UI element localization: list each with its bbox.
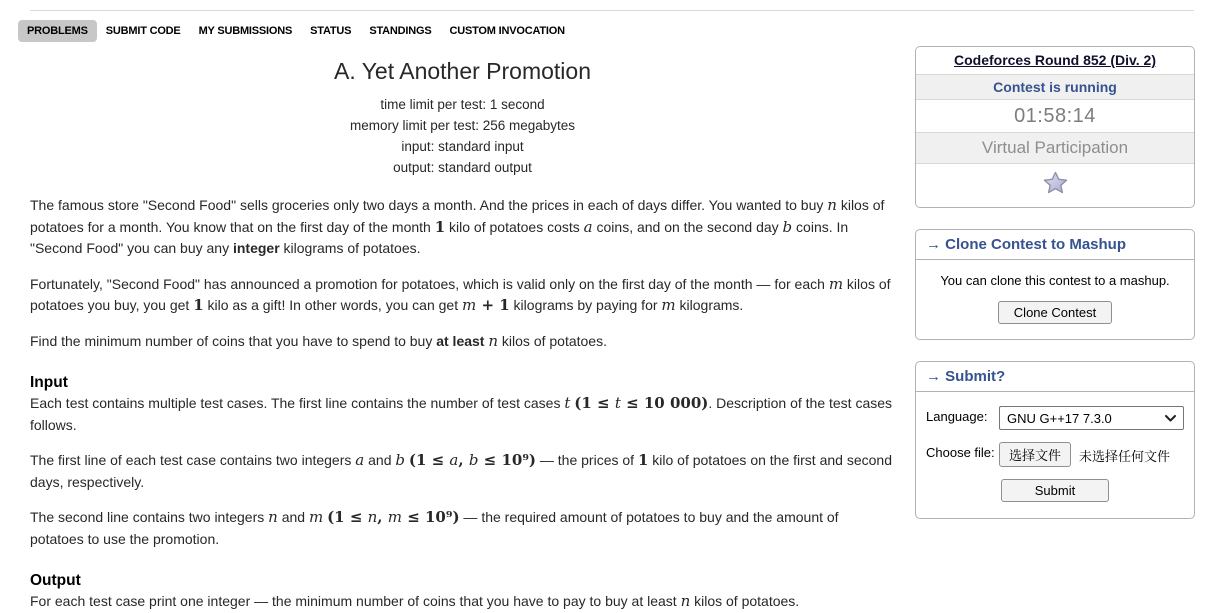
clone-contest-button[interactable]: Clone Contest [998,301,1112,324]
choose-file-button[interactable]: 选择文件 [999,442,1071,467]
text-segment: kilograms. [675,297,744,313]
math-segment: m [828,274,844,293]
file-status-text: 未选择任何文件 [1079,449,1171,464]
math-segment: ≤ 10⁹) [401,508,460,526]
math-segment: m [661,296,676,314]
statement-paragraph [30,274,895,317]
math-segment: b [395,451,405,469]
top-divider [30,10,1194,11]
text-segment: coins. In "Second Food" you can buy any [30,218,849,256]
math-segment: t [614,394,621,412]
contest-title-link[interactable]: Codeforces Round 852 (Div. 2) [953,52,1156,68]
bold-text-segment: at least [436,332,485,349]
bold-text-segment: integer [232,240,280,256]
math-segment: , [377,508,388,526]
text-segment: kilos of potatoes for a month. You know that on the first day of the month [30,197,885,235]
math-segment: a [583,217,593,236]
math-segment: n [268,508,278,526]
input-section-header: Input [30,374,68,391]
math-segment: ≤ 10⁹) [478,451,536,469]
text-segment: — the required amount of potatoes to buy and the amount of potatoes to use the promotion. [30,509,839,547]
math-segment: n [367,508,378,526]
clone-description: You can clone this contest to a mashup. [940,273,1170,288]
chevron-down-icon [1165,415,1176,422]
contest-status: Contest is running [916,75,1194,100]
math-segment: n [488,331,499,350]
problem-statement [30,58,895,613]
math-segment: (1 ≤ [574,394,615,412]
math-segment: , [458,451,469,469]
math-segment: n [680,592,691,610]
text-segment: kilo of potatoes on the first and second days, respectively. [30,452,892,490]
text-segment: kilos of potatoes. [498,332,607,349]
second-level-menu [18,20,574,42]
text-segment: The second line contains two integers [30,509,269,525]
text-segment: For each test case print one integer — the minimum number of coins that you have to pay to buy at least [30,593,681,609]
math-segment: b [468,451,479,469]
sidebar [915,46,1195,540]
text-segment: . Description of the test cases follows. [30,395,893,433]
tab-submit-code[interactable]: SUBMIT CODE [105,25,181,37]
participation-mode-label: Virtual Participation [916,133,1194,164]
text-segment: — the prices of [536,452,638,468]
input-spec: input: standard input [401,139,524,154]
tab-my-submissions[interactable]: MY SUBMISSIONS [198,25,293,37]
clone-contest-box [915,229,1195,340]
text-segment: The famous store "Second Food" sells groceries only two days a month. And the prices in each of days differ. You wanted to buy [30,197,828,213]
input-paragraph [30,393,895,436]
math-segment: 1 [434,217,446,236]
problem-title: A. Yet Another Promotion [333,58,591,84]
text-segment: Find the minimum number of coins that you have to spend to buy [30,332,437,349]
math-segment: a [355,451,365,469]
statement-paragraph [30,331,895,353]
time-limit: time limit per test: 1 second [380,97,545,112]
tab-status[interactable]: STATUS [310,25,352,37]
text-segment: kilos of potatoes you buy, you get [30,275,891,313]
math-segment: ≤ 10 000) [620,394,709,412]
math-segment: t [564,394,571,412]
choose-file-label: Choose file: [926,445,995,460]
text-segment: kilograms by paying for [509,297,662,313]
language-select[interactable] [999,406,1184,430]
star-icon [1043,171,1068,194]
math-segment: (1 ≤ [408,451,450,469]
submit-header-link[interactable]: → Submit? [926,368,1006,385]
text-segment: kilograms of potatoes. [279,240,421,256]
tab-problems[interactable]: PROBLEMS [18,20,97,42]
statement-body [30,195,895,613]
contest-info-box [915,46,1195,208]
output-section-header: Output [30,572,81,589]
language-label: Language: [926,409,988,424]
clone-mashup-link[interactable]: → Clone Contest to Mashup [926,236,1126,253]
text-segment: kilos of potatoes. [690,593,800,609]
tab-standings[interactable]: STANDINGS [369,25,432,37]
memory-limit: memory limit per test: 256 megabytes [349,118,576,133]
contest-timer: 01:58:14 [916,100,1194,133]
math-segment: b [782,217,793,236]
math-segment: m [461,296,477,314]
math-segment: + 1 [476,296,510,314]
statement-paragraph [30,195,895,260]
math-segment: 1 [637,451,649,469]
text-segment: Each test contains multiple test cases. The first line contains the number of test cases [30,395,565,411]
text-segment: kilo as a gift! In other words, you can get [203,297,462,313]
tab-custom-invocation[interactable]: CUSTOM INVOCATION [449,25,565,37]
text-segment: Fortunately, "Second Food" has announced a promotion for potatoes, which is valid only on the first day of the month — for each [30,275,829,292]
math-segment: 1 [193,296,204,314]
text-segment: kilo of potatoes costs [445,218,584,235]
text-segment: The first line of each test case contains two integers [30,452,356,468]
output-spec: output: standard output [393,160,532,175]
output-paragraph [30,591,895,613]
math-segment: a [449,451,459,469]
math-segment: m [387,508,402,526]
text-segment: and [364,452,396,468]
input-paragraph [30,507,895,550]
text-segment: and [277,509,309,525]
input-paragraph [30,450,895,493]
math-segment: m [308,508,324,526]
math-segment: (1 ≤ [327,508,368,526]
text-segment: coins, and on the second day [592,218,783,235]
submit-button[interactable]: Submit [1001,479,1109,502]
favorite-star-button[interactable] [916,164,1194,207]
math-segment: n [827,196,837,214]
language-select-value: GNU G++17 7.3.0 [1007,410,1112,426]
submit-box [915,361,1195,519]
